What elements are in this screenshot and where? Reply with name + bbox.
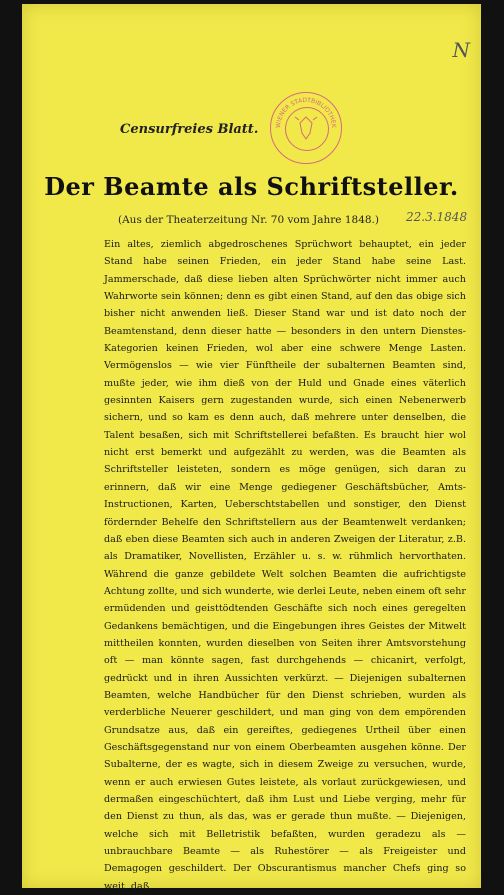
handwritten-date: 22.3.1848 (406, 210, 468, 224)
page-title: Der Beamte als Schriftsteller. (44, 172, 459, 201)
stamp-inner-ring (285, 107, 329, 151)
source-note: (Aus der Theaterzeitung Nr. 70 vom Jahre 1848.) (118, 214, 379, 226)
censor-label: Censurfreies Blatt. (120, 122, 259, 137)
handwritten-note: N (452, 38, 471, 62)
document-page (22, 4, 481, 892)
library-stamp (270, 92, 342, 164)
stamp-text: WIENER STADTBIBLIOTHEK (274, 96, 338, 129)
article-body (104, 236, 466, 895)
article-paragraph: Ein altes, ziemlich abgedroschenes Sprüchwort behauptet, ein jeder Stand habe seinen Frieden, ein jeder Stand habe seine Last. Jammerschade, daß diese lieben alten Sprüchwörter nicht immer auch Wahrworte sein können; denn es gibt einen Stand, auf den das obige sich bisher nicht anwenden ließ. Dieser Stand war und ist dato noch der Beamtenstand, denn dieser hatte — besonders in den untern Dienstes-Kategorien keinen Frieden, wol aber eine schwere Menge Lasten. Vermögenslos — wie vier Fünftheile der subalternen Beamten sind, mußte jeder, wie ihm dieß von der Huld und Gnade eines väterlich gesinnten Kaisers gern zugestanden wurde, sich einen Nebenerwerb sichern, und so kam es denn auch, daß mehrere unter denselben, die Talent besaßen, sich mit Schriftstellerei befaßten. Es braucht hier wol nicht erst bemerkt und aufgezählt zu werden, was die Beamten als Schriftsteller leisteten, sondern es möge genügen, sich daran zu erinnern, daß wir eine Menge gediegener Geschäftsbücher, Amts-Instructionen, Karten, Ueberschtstabellen und sonstiger, den Dienst fördernder Behelfe den Schriftstellern aus der Beamtenwelt verdanken; daß eben diese Beamten sich auch in anderen Zweigen der Literatur, z.B. als Dramatiker, Novellisten, Erzähler u. s. w. rühmlich hervorthaten. Während die ganze gebildete Welt solchen Beamten die aufrichtigste Achtung zollte, und sich wunderte, wie derlei Leute, neben einem oft sehr ermüdenden und geisttödtenden Geschäfte sich noch eines geregelten Gedankens bemächtigen, und die Eingebungen ihres Geistes der Mitwelt mittheilen konnten, wurden dieselben von Seiten ihrer Amtsvorstehung oft — man könnte sagen, fast durchgehends — chicanirt, verfolgt, gedrückt und in ihren Aussichten verkürzt. — Diejenigen subalternen Beamten, welche Handbücher für den Dienst schrieben, wurden als verderbliche Neuerer geschildert, und man ging von dem empörenden Grundsatze aus, daß ein gereiftes, gediegenes Urtheil über einen Geschäftsgegenstand nur von einem Oberbeamten ausgehen könne. Der Subalterne, der es wagte, sich in diesem Zweige zu versuchen, wurde, wenn er auch erwiesen Gutes leistete, als vorlaut zurückgewiesen, und dermaßen eingeschüchtert, daß ihm Lust und Liebe verging, mehr für den Dienst zu thun, als das, was er gerade thun mußte. — Diejenigen, welche sich mit Belletristik befaßten, wurden geradezu als — unbrauchbare Beamte — als Ruhestörer — als Freigeister und Demagogen geschildert. Der Obscurantismus mancher Chefs ging so weit, daß, (104, 239, 466, 892)
